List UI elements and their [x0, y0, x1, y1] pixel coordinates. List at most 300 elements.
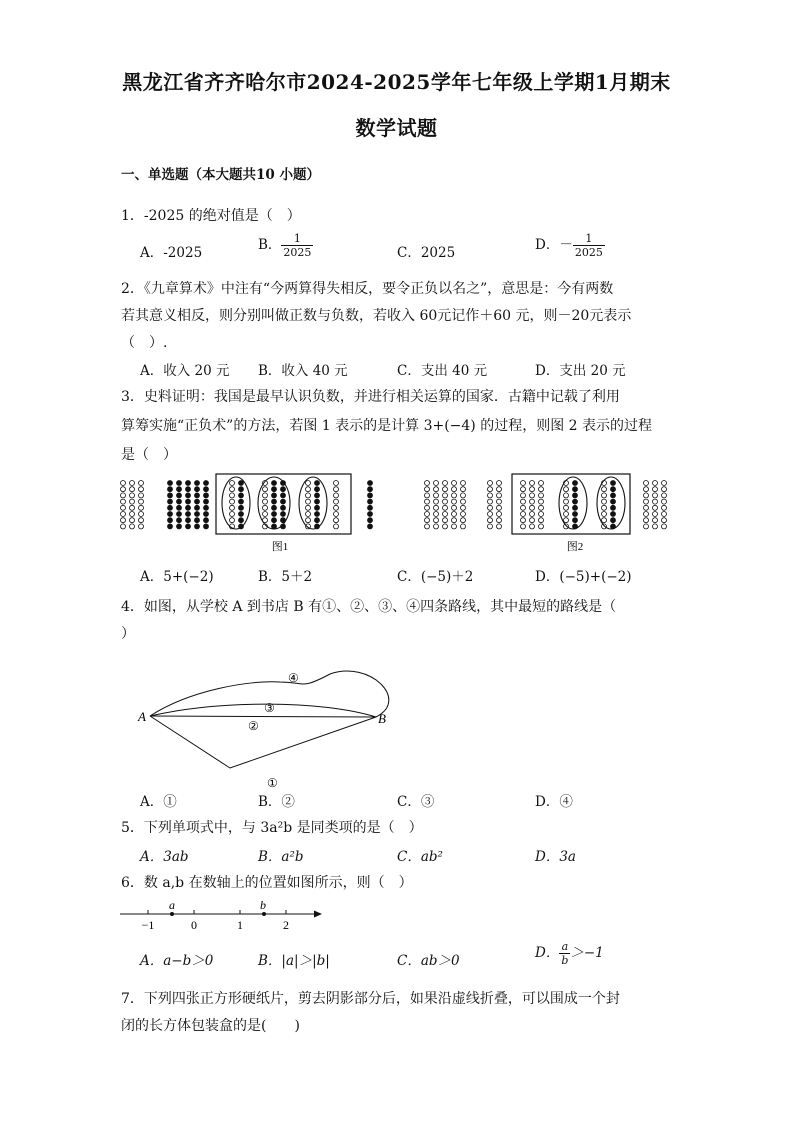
counting-rod-bead: [306, 499, 311, 504]
denominator: 2025: [283, 246, 312, 259]
counting-rod-bead: [168, 505, 173, 510]
counting-rod-bead: [443, 499, 448, 504]
q1-option-c: C．2025: [397, 245, 456, 261]
q5-option-d: D．3a: [535, 849, 576, 865]
counting-rod-bead: [130, 518, 135, 523]
point-b-text: b: [260, 898, 266, 912]
q6-option-d: [535, 940, 604, 967]
counting-rod-bead: [539, 524, 544, 529]
point-a-dot: [170, 912, 174, 916]
counting-rod-bead: [611, 518, 616, 523]
counting-rod-bead: [272, 524, 277, 529]
counting-rod-bead: [602, 487, 607, 492]
counting-rod-bead: [204, 481, 209, 486]
figure-1-caption: 图1: [271, 541, 289, 553]
counting-rod-bead: [139, 518, 144, 523]
counting-rod-bead: [306, 512, 311, 517]
q6-option-a: A．a−b＞0: [140, 953, 214, 969]
counting-rod-bead: [177, 512, 182, 517]
counting-rod-bead: [168, 493, 173, 498]
counting-rod-bead: [573, 505, 578, 510]
counting-rod-bead: [168, 499, 173, 504]
counting-rod-bead: [564, 524, 569, 529]
counting-rod-bead: [195, 505, 200, 510]
counting-rod-bead: [644, 512, 649, 517]
counting-rod-bead: [564, 499, 569, 504]
counting-rod-bead: [425, 493, 430, 498]
counting-rod-bead: [425, 524, 430, 529]
counting-rod-bead: [130, 524, 135, 529]
counting-rod-bead: [662, 481, 667, 486]
numerator: a: [561, 940, 569, 953]
counting-rod-bead: [564, 518, 569, 523]
counting-rod-bead: [573, 512, 578, 517]
q4-option-d: D．④: [535, 794, 573, 810]
counting-rod-bead: [368, 481, 373, 486]
route-1-label: ①: [267, 776, 278, 790]
counting-rod-bead: [662, 493, 667, 498]
counting-rod-bead: [239, 487, 244, 492]
counting-rod-bead: [644, 499, 649, 504]
counting-rod-bead: [368, 518, 373, 523]
counting-rod-bead: [530, 512, 535, 517]
counting-rod-bead: [602, 512, 607, 517]
counting-rod-bead: [521, 524, 526, 529]
counting-rod-bead: [644, 493, 649, 498]
counting-rod-bead: [602, 518, 607, 523]
counting-rod-bead: [461, 512, 466, 517]
counting-rod-bead: [573, 499, 578, 504]
counting-rod-bead: [425, 499, 430, 504]
counting-rod-bead: [186, 512, 191, 517]
route-3: [150, 704, 376, 717]
counting-rod-bead: [434, 505, 439, 510]
counting-rod-bead: [272, 505, 277, 510]
counting-rod-bead: [521, 505, 526, 510]
question-5-stem: 5．下列单项式中，与 3a²b 是同类项的是（ ）: [121, 820, 423, 836]
counting-rod-bead: [139, 499, 144, 504]
counting-rod-bead: [662, 524, 667, 529]
counting-rod-bead: [334, 499, 339, 504]
counting-rod-bead: [204, 493, 209, 498]
counting-rod-bead: [239, 481, 244, 486]
question-3-line-1: 3．史料证明：我国是最早认识负数，并进行相关运算的国家．古籍中记载了利用: [121, 389, 620, 405]
counting-rod-bead: [521, 493, 526, 498]
counting-rod-bead: [488, 493, 493, 498]
counting-rod-bead: [530, 518, 535, 523]
point-a-text: a: [169, 898, 175, 912]
counting-rod-bead: [368, 505, 373, 510]
route-4-label: ④: [288, 671, 299, 685]
section-heading: 一、单选题（本大题共10 小题）: [121, 167, 320, 183]
q4-option-c: C．③: [397, 794, 435, 810]
counting-rod-bead: [272, 481, 277, 486]
counting-rod-bead: [272, 499, 277, 504]
counting-rod-bead: [653, 493, 658, 498]
counting-rod-bead: [573, 493, 578, 498]
counting-rod-bead: [611, 505, 616, 510]
counting-rod-bead: [230, 487, 235, 492]
counting-rod-bead: [443, 493, 448, 498]
q6-option-b: B．|a|＞|b|: [258, 953, 330, 969]
counting-rod-bead: [263, 487, 268, 492]
counting-rod-bead: [272, 512, 277, 517]
counting-rod-bead: [204, 487, 209, 492]
counting-rod-bead: [121, 505, 126, 510]
point-b-label: B: [378, 711, 386, 726]
counting-rod-bead: [263, 499, 268, 504]
counting-rod-bead: [530, 505, 535, 510]
counting-rod-bead: [306, 487, 311, 492]
q6-option-c: C．ab＞0: [397, 953, 460, 969]
counting-rod-bead: [306, 493, 311, 498]
counting-rod-bead: [177, 524, 182, 529]
counting-rod-bead: [239, 493, 244, 498]
counting-rod-bead: [497, 487, 502, 492]
question-2-line-3: （ ）.: [121, 335, 168, 351]
counting-rod-bead: [121, 499, 126, 504]
route-diagram: [130, 660, 400, 790]
counting-rod-bead: [230, 518, 235, 523]
question-2-line-1: 2．《九章算术》中注有“今两算得失相反，要令正负以名之”，意思是：今有两数: [121, 281, 614, 297]
counting-rod-bead: [530, 487, 535, 492]
counting-rod-bead: [168, 512, 173, 517]
route-2: [150, 716, 376, 717]
counting-rod-bead: [653, 505, 658, 510]
counting-rod-bead: [425, 481, 430, 486]
counting-rod-bead: [230, 499, 235, 504]
counting-rod-bead: [644, 518, 649, 523]
q2-option-a: A．收入 20 元: [140, 363, 230, 379]
counting-rod-bead: [452, 524, 457, 529]
counting-rod-bead: [315, 518, 320, 523]
counting-rod-bead: [168, 481, 173, 486]
counting-rods-figures: [115, 470, 675, 558]
counting-rod-bead: [488, 518, 493, 523]
counting-rod-bead: [488, 512, 493, 517]
question-7-line-2: 闭的长方体包装盒的是( ): [121, 1018, 300, 1034]
counting-rod-bead: [539, 481, 544, 486]
counting-rod-bead: [488, 487, 493, 492]
counting-rod-bead: [644, 505, 649, 510]
q3-option-a: A．5+(−2): [140, 569, 214, 585]
counting-rod-bead: [452, 493, 457, 498]
counting-rod-bead: [573, 487, 578, 492]
document-subtitle: 数学试题: [355, 116, 438, 140]
route-3-label: ③: [264, 701, 275, 715]
counting-rod-bead: [611, 493, 616, 498]
counting-rod-bead: [204, 505, 209, 510]
counting-rod-bead: [644, 524, 649, 529]
denominator: b: [561, 954, 569, 967]
counting-rod-bead: [204, 518, 209, 523]
q2-option-c: C．支出 40 元: [397, 363, 488, 379]
counting-rod-bead: [272, 487, 277, 492]
question-1-stem: 1．-2025 的绝对值是（ ）: [121, 208, 301, 224]
counting-rod-bead: [177, 499, 182, 504]
counting-rod-bead: [539, 487, 544, 492]
counting-rod-bead: [461, 493, 466, 498]
counting-rod-bead: [573, 481, 578, 486]
counting-rod-bead: [539, 493, 544, 498]
counting-rod-bead: [368, 499, 373, 504]
counting-rod-bead: [281, 487, 286, 492]
counting-rod-bead: [425, 512, 430, 517]
counting-rod-bead: [434, 524, 439, 529]
q1-option-d-fraction: [573, 232, 605, 259]
counting-rod-bead: [602, 505, 607, 510]
counting-rod-bead: [653, 481, 658, 486]
counting-rod-bead: [315, 505, 320, 510]
counting-rod-bead: [452, 505, 457, 510]
counting-rod-bead: [611, 481, 616, 486]
counting-rod-bead: [315, 512, 320, 517]
counting-rod-bead: [139, 505, 144, 510]
counting-rod-bead: [334, 481, 339, 486]
counting-rod-bead: [452, 512, 457, 517]
counting-rod-bead: [368, 493, 373, 498]
counting-rod-bead: [130, 481, 135, 486]
counting-rod-bead: [186, 505, 191, 510]
counting-rod-bead: [443, 505, 448, 510]
counting-rod-bead: [564, 512, 569, 517]
numerator: 1: [293, 232, 301, 245]
counting-rod-bead: [272, 493, 277, 498]
counting-rod-bead: [434, 487, 439, 492]
counting-rod-bead: [602, 493, 607, 498]
counting-rod-bead: [368, 524, 373, 529]
point-b-dot: [262, 912, 266, 916]
counting-rod-bead: [281, 512, 286, 517]
counting-rod-bead: [443, 487, 448, 492]
q5-option-b: B．a²b: [258, 849, 304, 865]
counting-rod-bead: [539, 512, 544, 517]
counting-rod-bead: [497, 505, 502, 510]
counting-rod-bead: [177, 505, 182, 510]
counting-rod-bead: [239, 512, 244, 517]
counting-rod-bead: [195, 512, 200, 517]
counting-rod-bead: [204, 512, 209, 517]
counting-rod-bead: [281, 505, 286, 510]
counting-rod-bead: [368, 512, 373, 517]
counting-rod-bead: [130, 499, 135, 504]
counting-rod-bead: [195, 499, 200, 504]
counting-rod-bead: [497, 493, 502, 498]
counting-rod-bead: [121, 518, 126, 523]
counting-rod-bead: [263, 512, 268, 517]
counting-rod-bead: [488, 524, 493, 529]
counting-rod-bead: [186, 524, 191, 529]
counting-rod-bead: [644, 481, 649, 486]
q1-option-b-fraction: [281, 232, 313, 259]
counting-rod-bead: [281, 493, 286, 498]
counting-rod-bead: [186, 518, 191, 523]
route-1: [150, 716, 376, 768]
counting-rod-bead: [168, 518, 173, 523]
point-a-label: A: [138, 709, 146, 724]
counting-rod-bead: [168, 487, 173, 492]
number-line-tick-label: 0: [191, 918, 197, 932]
counting-rod-bead: [334, 518, 339, 523]
counting-rod-bead: [539, 505, 544, 510]
counting-rod-bead: [239, 499, 244, 504]
counting-rod-bead: [564, 493, 569, 498]
counting-rod-bead: [497, 512, 502, 517]
counting-rod-bead: [602, 524, 607, 529]
counting-rod-bead: [653, 524, 658, 529]
question-4-line-1: 4．如图，从学校 A 到书店 B 有①、②、③、④四条路线，其中最短的路线是（: [121, 599, 617, 615]
number-line-tick-label: −1: [141, 918, 155, 932]
counting-rod-bead: [497, 518, 502, 523]
counting-rod-bead: [334, 524, 339, 529]
counting-rod-bead: [334, 493, 339, 498]
q1-option-d-label: D．－: [535, 237, 573, 253]
counting-rod-bead: [121, 524, 126, 529]
counting-rod-bead: [425, 518, 430, 523]
counting-rod-bead: [452, 487, 457, 492]
counting-rod-bead: [488, 481, 493, 486]
counting-rod-bead: [334, 512, 339, 517]
counting-rod-bead: [281, 499, 286, 504]
q4-option-a: A．①: [140, 794, 177, 810]
denominator: 2025: [574, 246, 603, 259]
counting-rod-bead: [195, 487, 200, 492]
counting-rod-bead: [306, 518, 311, 523]
counting-rod-bead: [230, 493, 235, 498]
q1-option-a: A．-2025: [140, 245, 203, 261]
counting-rod-bead: [263, 505, 268, 510]
q4-option-b: B．②: [258, 794, 295, 810]
figure-2-caption: 图2: [566, 541, 584, 553]
counting-rod-bead: [443, 524, 448, 529]
counting-rod-bead: [139, 481, 144, 486]
question-3-line-2: 算筹实施“正负术”的方法，若图 1 表示的是计算 3+(−4) 的过程，则图 2 表示的过程: [121, 418, 653, 434]
counting-rod-bead: [564, 505, 569, 510]
q1-option-d: [535, 232, 605, 259]
route-2-label: ②: [248, 719, 259, 733]
counting-rod-bead: [230, 512, 235, 517]
counting-rod-bead: [434, 518, 439, 523]
counting-rod-bead: [195, 524, 200, 529]
counting-rod-bead: [497, 524, 502, 529]
counting-rod-bead: [263, 493, 268, 498]
counting-rod-bead: [177, 493, 182, 498]
counting-rod-bead: [434, 493, 439, 498]
counting-rod-bead: [662, 518, 667, 523]
counting-rod-bead: [121, 481, 126, 486]
counting-rod-bead: [315, 481, 320, 486]
counting-rod-bead: [653, 512, 658, 517]
counting-rod-bead: [121, 487, 126, 492]
counting-rod-bead: [121, 493, 126, 498]
counting-rod-bead: [530, 493, 535, 498]
q6-option-d-suffix: ＞−1: [570, 945, 604, 961]
counting-rod-bead: [662, 512, 667, 517]
counting-rod-bead: [443, 481, 448, 486]
counting-rod-bead: [121, 512, 126, 517]
counting-rod-bead: [521, 518, 526, 523]
q2-option-b: B．收入 40 元: [258, 363, 348, 379]
numerator: 1: [585, 232, 593, 245]
counting-rod-bead: [573, 518, 578, 523]
number-line: [118, 896, 333, 936]
q3-option-d: D．(−5)+(−2): [535, 569, 632, 585]
counting-rod-bead: [334, 505, 339, 510]
question-3-line-3: 是（ ）: [121, 447, 177, 463]
q3-option-b: B．5＋2: [258, 569, 313, 585]
counting-rod-bead: [177, 518, 182, 523]
counting-rod-bead: [315, 487, 320, 492]
counting-rod-bead: [130, 512, 135, 517]
counting-rod-bead: [139, 493, 144, 498]
counting-rod-bead: [564, 487, 569, 492]
counting-rod-bead: [452, 481, 457, 486]
fig1-ellipse-1: [222, 477, 250, 529]
q6-option-d-fraction: [559, 940, 570, 967]
number-line-tick-label: 1: [237, 918, 243, 932]
counting-rod-bead: [662, 499, 667, 504]
counting-rod-bead: [315, 499, 320, 504]
counting-rod-bead: [130, 505, 135, 510]
counting-rod-bead: [611, 512, 616, 517]
question-7-line-1: 7．下列四张正方形硬纸片，剪去阴影部分后，如果沿虚线折叠，可以围成一个封: [121, 991, 620, 1007]
counting-rod-bead: [521, 487, 526, 492]
counting-rod-bead: [662, 487, 667, 492]
counting-rod-bead: [611, 487, 616, 492]
question-4-line-2: ）: [121, 626, 135, 642]
counting-rod-bead: [186, 487, 191, 492]
q5-option-c: C．ab²: [397, 849, 443, 865]
counting-rod-bead: [239, 505, 244, 510]
counting-rod-bead: [186, 481, 191, 486]
counting-rod-bead: [644, 487, 649, 492]
q1-option-b: [258, 232, 313, 259]
counting-rod-bead: [425, 505, 430, 510]
counting-rod-bead: [239, 518, 244, 523]
document-title: 黑龙江省齐齐哈尔市2024-2025学年七年级上学期1月期末: [122, 70, 671, 94]
counting-rod-bead: [530, 481, 535, 486]
counting-rod-bead: [461, 524, 466, 529]
counting-rod-bead: [334, 487, 339, 492]
counting-rod-bead: [139, 512, 144, 517]
counting-rod-bead: [425, 487, 430, 492]
counting-rod-bead: [602, 499, 607, 504]
counting-rod-bead: [186, 493, 191, 498]
question-6-stem: 6．数 a,b 在数轴上的位置如图所示，则（ ）: [121, 875, 413, 891]
counting-rod-bead: [204, 499, 209, 504]
counting-rod-bead: [443, 518, 448, 523]
counting-rod-bead: [272, 518, 277, 523]
counting-rod-bead: [368, 487, 373, 492]
counting-rod-bead: [204, 524, 209, 529]
counting-rod-bead: [230, 481, 235, 486]
counting-rod-bead: [130, 493, 135, 498]
counting-rod-bead: [662, 505, 667, 510]
counting-rod-bead: [230, 505, 235, 510]
counting-rod-bead: [139, 487, 144, 492]
counting-rod-bead: [315, 493, 320, 498]
counting-rod-bead: [195, 493, 200, 498]
counting-rod-bead: [539, 518, 544, 523]
counting-rod-bead: [521, 481, 526, 486]
counting-rod-bead: [306, 505, 311, 510]
q1-option-b-label: B．: [258, 237, 282, 253]
fig1-ellipse-3: [299, 477, 327, 529]
counting-rod-bead: [530, 499, 535, 504]
counting-rod-bead: [653, 487, 658, 492]
counting-rod-bead: [488, 499, 493, 504]
counting-rod-bead: [139, 524, 144, 529]
